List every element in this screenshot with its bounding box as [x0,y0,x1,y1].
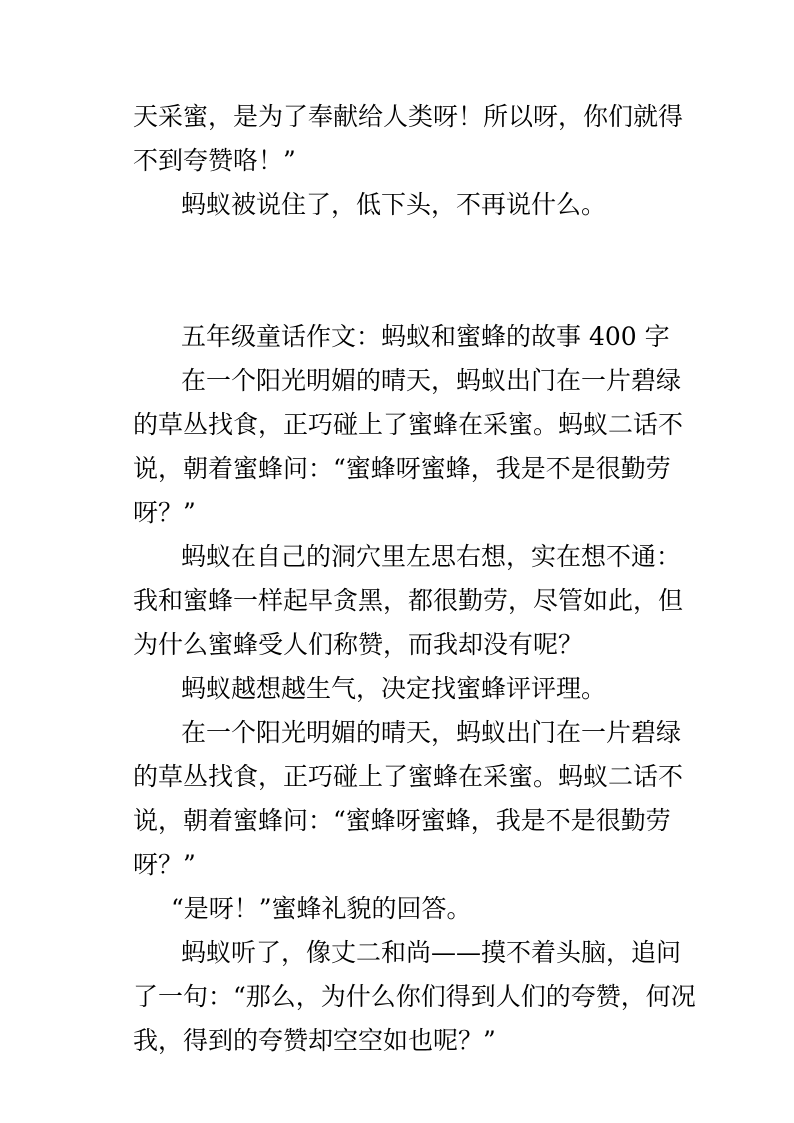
text-line: 的草丛找食，正巧碰上了蜜蜂在采蜜。蚂蚁二话不 [133,410,684,439]
text-line: 在一个阳光明媚的晴天，蚂蚁出门在一片碧绿 [181,366,682,395]
text-line: 天采蜜，是为了奉献给人类呀！所以呀，你们就得 [133,102,684,131]
text-line: 不到夸赞咯！” [133,146,296,175]
text-line: 的草丛找食，正巧碰上了蜜蜂在采蜜。蚂蚁二话不 [133,762,684,791]
text-line: 说，朝着蜜蜂问：“蜜蜂呀蜜蜂，我是不是很勤劳 [133,806,671,835]
text-line: 我和蜜蜂一样起早贪黑，都很勤劳，尽管如此，但 [133,586,684,615]
text-line: 蚂蚁听了，像丈二和尚——摸不着头脑，追问 [181,938,682,967]
text-line: 蚂蚁在自己的洞穴里左思右想，实在想不通： [181,542,682,571]
text-line: 蚂蚁越想越生气，决定找蜜蜂评评理。 [181,674,607,703]
text-line: 为什么蜜蜂受人们称赞，而我却没有呢？ [133,630,584,659]
section-title: 五年级童话作文：蚂蚁和蜜蜂的故事 400 字 [181,322,670,351]
text-line: 我，得到的夸赞却空空如也呢？” [133,1026,496,1055]
text-line: 说，朝着蜜蜂问：“蜜蜂呀蜜蜂，我是不是很勤劳 [133,454,671,483]
text-line: 在一个阳光明媚的晴天，蚂蚁出门在一片碧绿 [181,718,682,747]
text-line: 蚂蚁被说住了，低下头，不再说什么。 [181,190,607,219]
text-line: “是呀！”蜜蜂礼貌的回答。 [171,894,472,923]
text-line: 了一句：“那么，为什么你们得到人们的夸赞，何况 [133,982,696,1011]
text-line: 呀？” [133,498,196,527]
text-line: 呀？” [133,850,196,879]
